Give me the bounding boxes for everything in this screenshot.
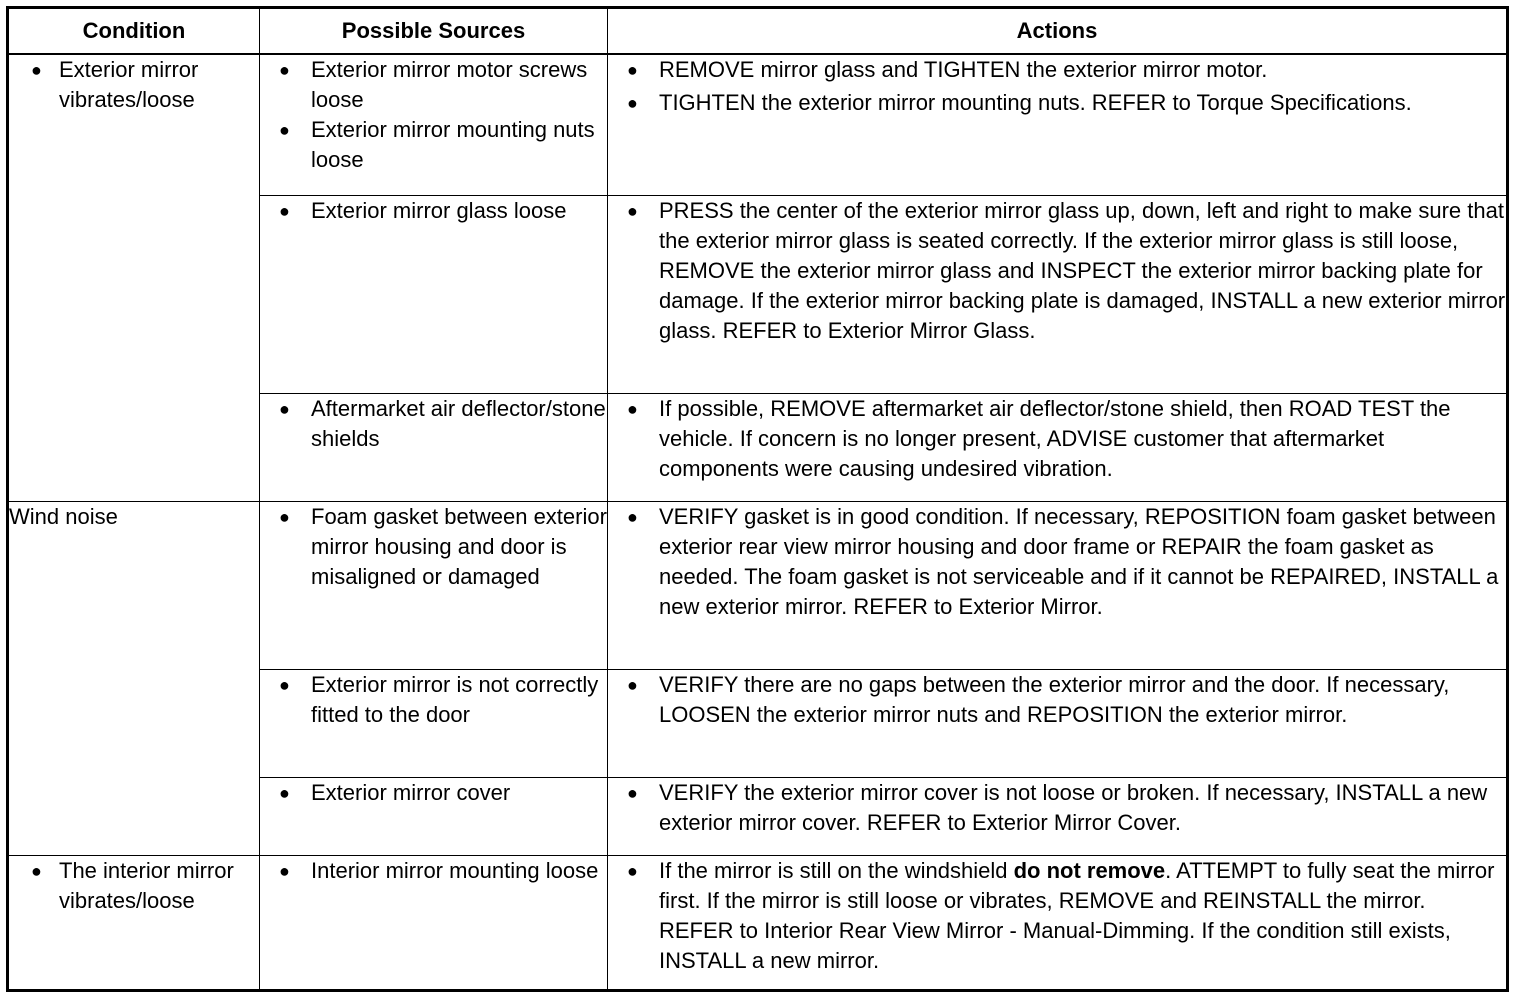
action-item: ● REMOVE mirror glass and TIGHTEN the exterior mirror motor. xyxy=(608,55,1506,85)
table-row xyxy=(8,501,1508,669)
action-item: ● PRESS the center of the exterior mirror glass up, down, left and right to make sure that the exterior mirror glass is seated correctly. If the exterior mirror glass is still loose, REMOVE the exterior mirror glass and INSPECT the exterior mirror backing plate for damage. If the exterior mirror backing plate is damaged, INSTALL a new exterior mirror glass. REFER to Exterior Mirror Glass. xyxy=(608,196,1506,346)
source-item: ● Exterior mirror cover xyxy=(260,778,607,808)
action-cell xyxy=(608,501,1508,669)
source-item: ● Exterior mirror motor screws loose xyxy=(260,55,607,115)
condition-item: ● Exterior mirror vibrates/loose xyxy=(9,55,259,115)
action-cell xyxy=(608,393,1508,501)
action-item: ● VERIFY the exterior mirror cover is not loose or broken. If necessary, INSTALL a new exterior mirror cover. REFER to Exterior Mirror Cover. xyxy=(608,778,1506,838)
source-item: ● Exterior mirror glass loose xyxy=(260,196,607,226)
action-cell xyxy=(608,54,1508,195)
source-cell xyxy=(260,393,608,501)
action-item: ● If possible, REMOVE aftermarket air deflector/stone shield, then ROAD TEST the vehicle. If concern is no longer present, ADVISE customer that aftermarket components were causing undesired vibration. xyxy=(608,394,1506,484)
source-item: ● Exterior mirror mounting nuts loose xyxy=(260,115,607,175)
action-item xyxy=(608,856,1506,976)
condition-cell xyxy=(8,855,260,991)
source-cell xyxy=(260,855,608,991)
action-emphasis: do not remove xyxy=(1013,857,1166,883)
action-cell xyxy=(608,777,1508,855)
table-row xyxy=(8,855,1508,991)
condition-cell xyxy=(8,54,260,501)
source-cell xyxy=(260,501,608,669)
table-row xyxy=(8,54,1508,195)
condition-cell xyxy=(8,501,260,855)
action-cell xyxy=(608,669,1508,777)
header-row xyxy=(8,8,1508,55)
source-cell xyxy=(260,777,608,855)
source-item: ● Foam gasket between exterior mirror housing and door is misaligned or damaged xyxy=(260,502,607,592)
source-item: ● Interior mirror mounting loose xyxy=(260,856,607,886)
action-item: ● VERIFY gasket is in good condition. If necessary, REPOSITION foam gasket between exterior rear view mirror housing and door frame or REPAIR the foam gasket as needed. The foam gasket is not serviceable and if it cannot be REPAIRED, INSTALL a new exterior mirror. REFER to Exterior Mirror. xyxy=(608,502,1506,622)
action-cell xyxy=(608,195,1508,393)
source-cell xyxy=(260,669,608,777)
source-cell xyxy=(260,195,608,393)
diagnosis-table xyxy=(6,6,1509,992)
action-text: . ATTEMPT to fully seat the mirror first. If the mirror is still loose or vibrates, REMOVE and REINSTALL the mirror. REFER to Interior Rear View Mirror - Manual-Dimming. If the condition still exists, INSTALL a new mirror. xyxy=(659,857,1495,973)
action-text: If the mirror is still on the windshield xyxy=(659,857,1014,883)
action-cell xyxy=(608,855,1508,991)
condition-item: Wind noise xyxy=(9,503,118,529)
header-condition: Condition xyxy=(8,8,260,55)
source-item: ● Exterior mirror is not correctly fitted to the door xyxy=(260,670,607,730)
header-actions: Actions xyxy=(608,8,1508,55)
header-possible-sources: Possible Sources xyxy=(260,8,608,55)
action-item: ● TIGHTEN the exterior mirror mounting nuts. REFER to Torque Specifications. xyxy=(608,88,1506,118)
condition-item: ● The interior mirror vibrates/loose xyxy=(9,856,259,916)
action-item: ● VERIFY there are no gaps between the exterior mirror and the door. If necessary, LOOSEN the exterior mirror nuts and REPOSITION the exterior mirror. xyxy=(608,670,1506,730)
source-cell xyxy=(260,54,608,195)
source-item: ● Aftermarket air deflector/stone shields xyxy=(260,394,607,454)
